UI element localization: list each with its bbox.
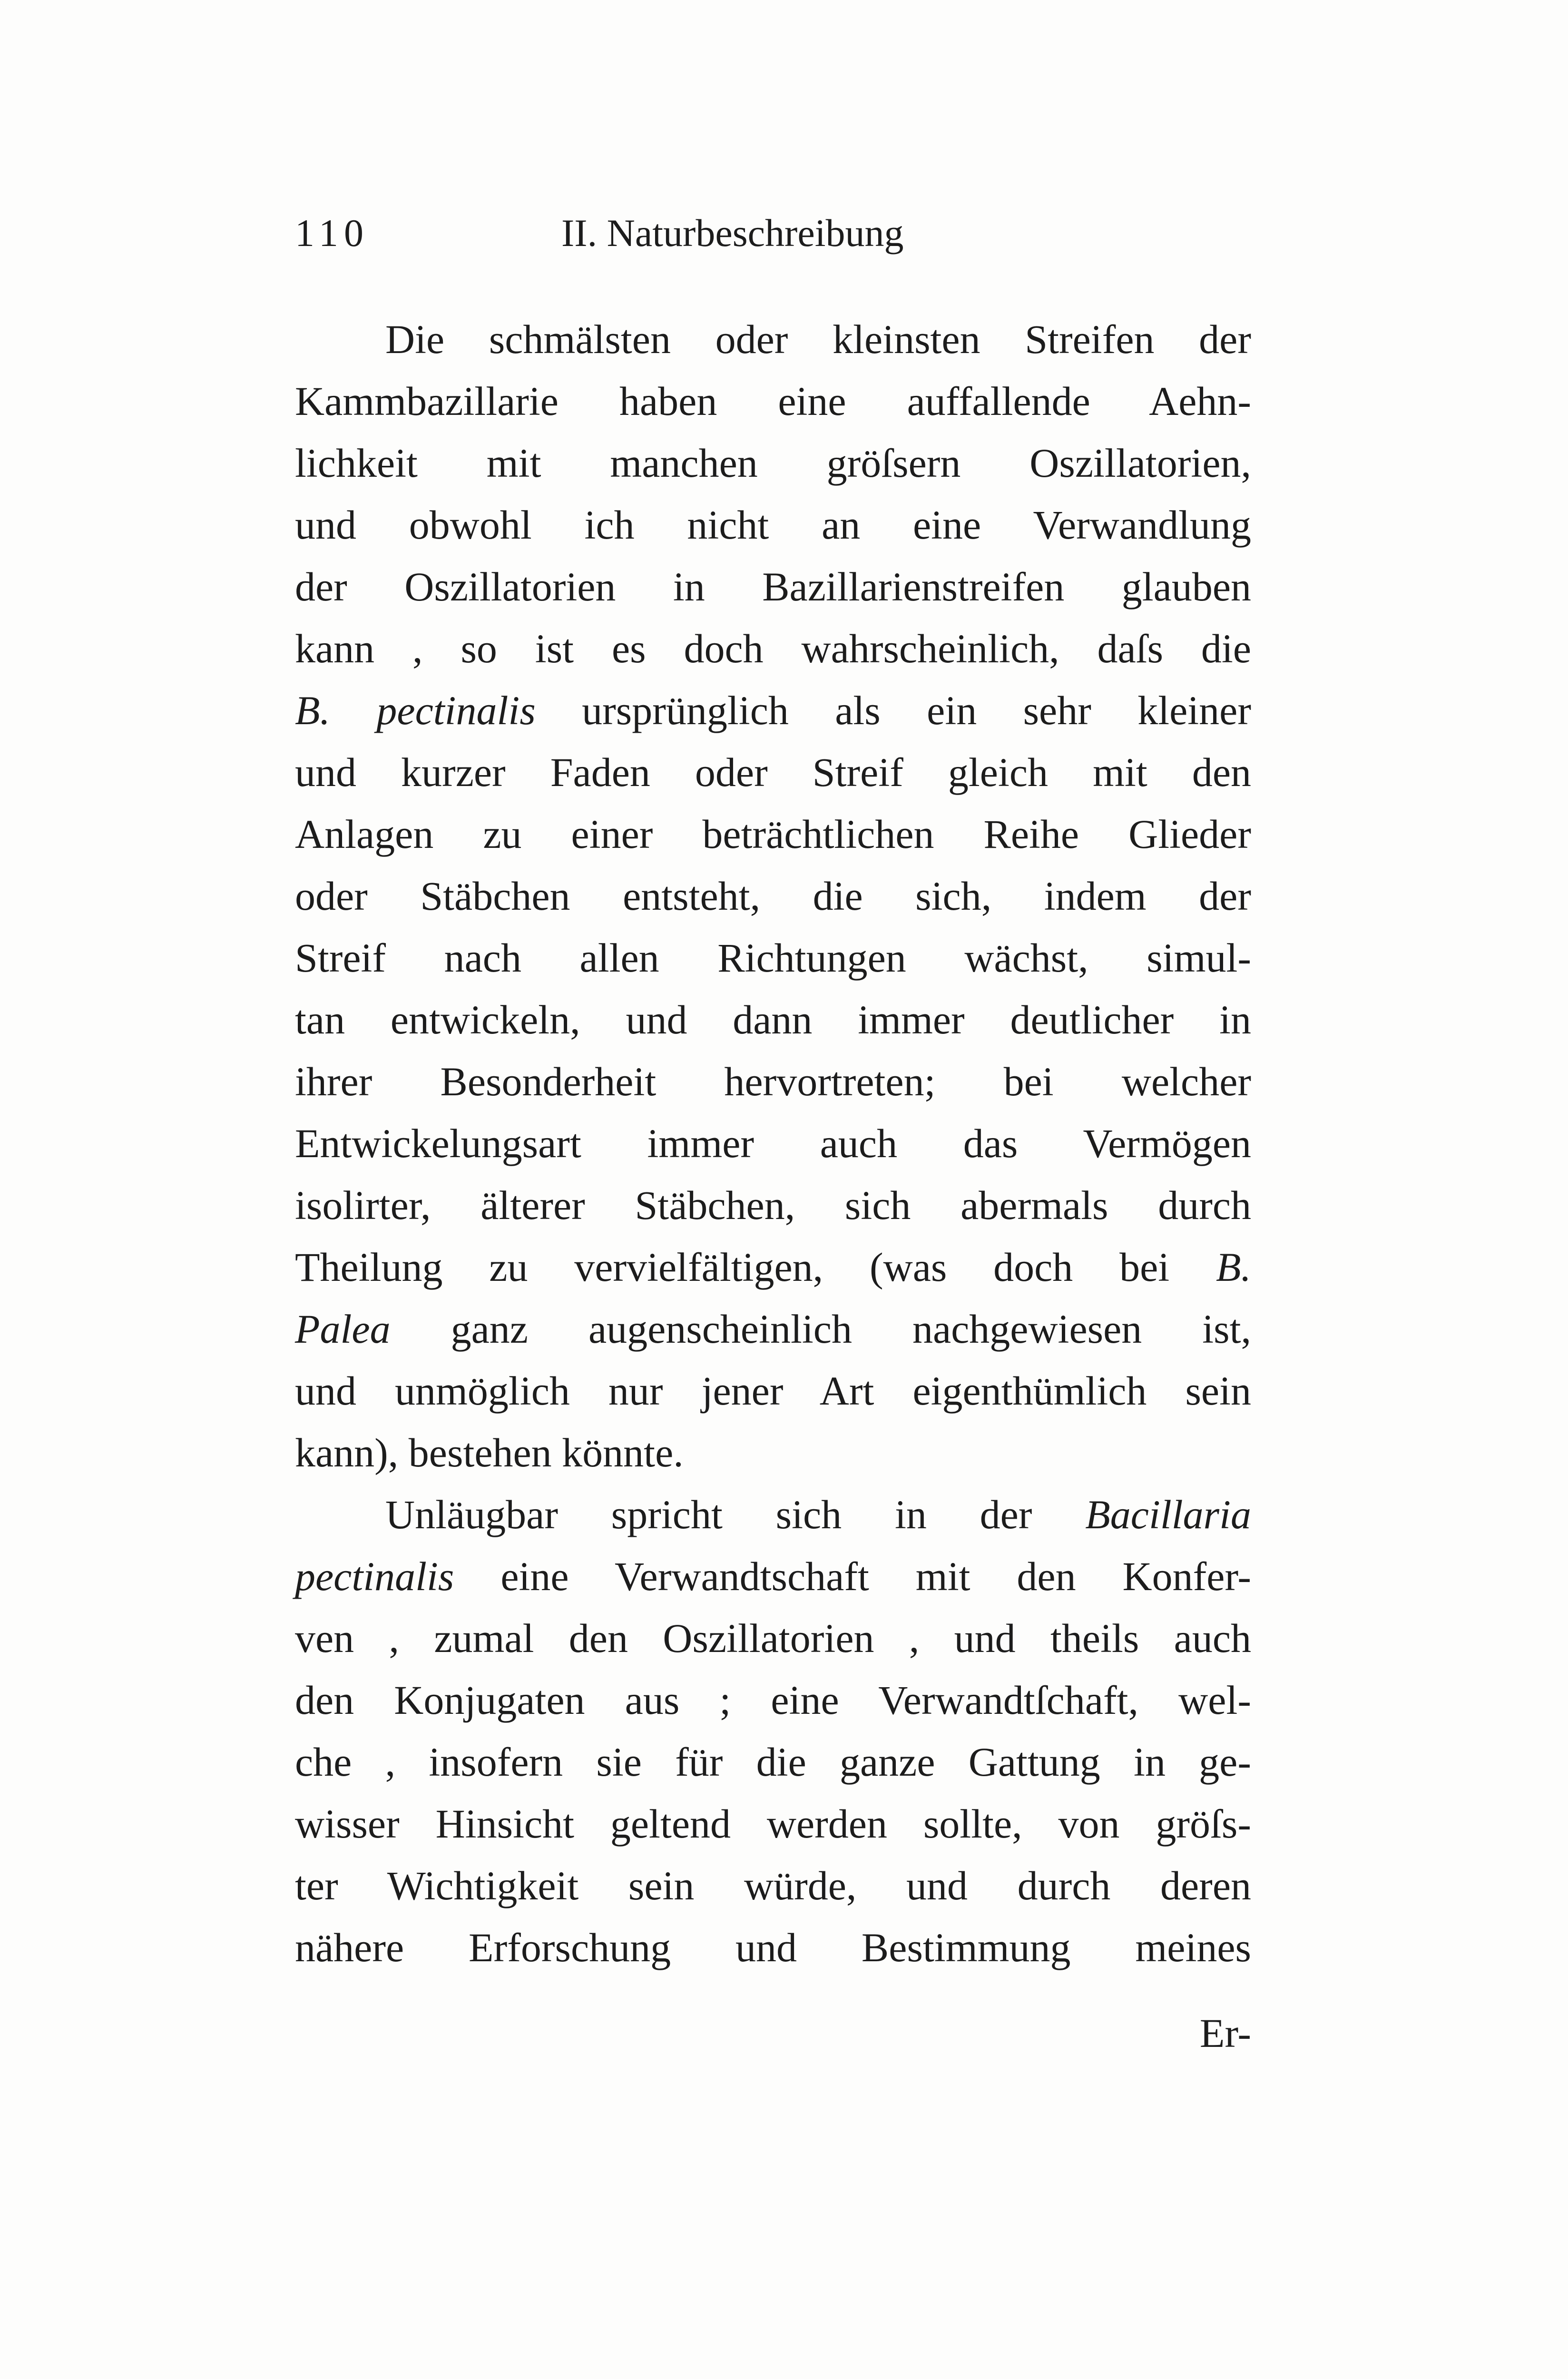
italic-taxon: B. pectinalis <box>295 688 536 733</box>
running-head: II. Naturbeschreibung <box>561 211 904 255</box>
text-line: und kurzer Faden oder Streif gleich mit den <box>295 749 1251 795</box>
text-line: ihrer Besonderheit hervortreten; bei welcher <box>295 1059 1251 1104</box>
text-line <box>295 679 1251 741</box>
catchword: Er- <box>1199 2010 1251 2056</box>
page-number: 110 <box>295 211 369 255</box>
text-line: und obwohl ich nicht an eine Verwandlung <box>295 502 1251 548</box>
text-line: Kammbazillarie haben eine auffallende Aehn- <box>295 378 1251 424</box>
italic-taxon: Palea <box>295 1306 391 1352</box>
text-line <box>295 1298 1251 1360</box>
text-line: isolirter, älterer Stäbchen, sich abermals durch <box>295 1182 1251 1228</box>
italic-taxon: B. <box>1215 1244 1251 1290</box>
text-fragment: ursprünglich als ein sehr kleiner <box>582 688 1251 733</box>
text-line <box>295 1236 1251 1298</box>
text-fragment: ganz augenscheinlich nachgewiesen ist, <box>451 1306 1252 1352</box>
text-line: wisser Hinsicht geltend werden sollte, von gröſs- <box>295 1801 1251 1847</box>
text-line: und unmöglich nur jener Art eigenthümlich sein <box>295 1368 1251 1414</box>
text-line: der Oszillatorien in Bazillarienstreifen glauben <box>295 564 1251 609</box>
text-line: Entwickelungsart immer auch das Vermögen <box>295 1121 1251 1166</box>
text-line: kann), bestehen könnte. <box>295 1430 684 1475</box>
text-line: Anlagen zu einer beträchtlichen Reihe Glieder <box>295 811 1251 857</box>
text-line: den Konjugaten aus ; eine Verwandtſchaft, wel- <box>295 1677 1251 1723</box>
text-fragment: eine Verwandtschaft mit den Konfer- <box>500 1553 1252 1599</box>
text-line: ven , zumal den Oszillatorien , und theils auch <box>295 1615 1251 1661</box>
text-line <box>295 1545 1251 1607</box>
page-header <box>295 209 1284 257</box>
text-line: lichkeit mit manchen gröſsern Oszillatorien, <box>295 440 1251 486</box>
text-fragment: Theilung zu vervielfältigen, (was doch bei <box>295 1244 1170 1290</box>
text-fragment: Unläugbar spricht sich in der <box>385 1492 1032 1537</box>
text-line: tan entwickeln, und dann immer deutlicher in <box>295 997 1251 1042</box>
text-line: nähere Erforschung und Bestimmung meines <box>295 1925 1251 1970</box>
body-text <box>295 308 1251 1978</box>
italic-taxon: pectinalis <box>295 1553 454 1599</box>
text-line: ter Wichtigkeit sein würde, und durch deren <box>295 1863 1251 1908</box>
italic-taxon: Bacillaria <box>1085 1492 1252 1537</box>
text-line: oder Stäbchen entsteht, die sich, indem der <box>295 873 1251 919</box>
text-line: Streif nach allen Richtungen wächst, simul- <box>295 935 1251 981</box>
text-line <box>295 1484 1251 1545</box>
text-line: kann , so ist es doch wahrscheinlich, daſs die <box>295 626 1251 671</box>
text-line: che , insofern sie für die ganze Gattung in ge- <box>295 1739 1251 1785</box>
text-line: Die schmälsten oder kleinsten Streifen der <box>385 316 1251 362</box>
